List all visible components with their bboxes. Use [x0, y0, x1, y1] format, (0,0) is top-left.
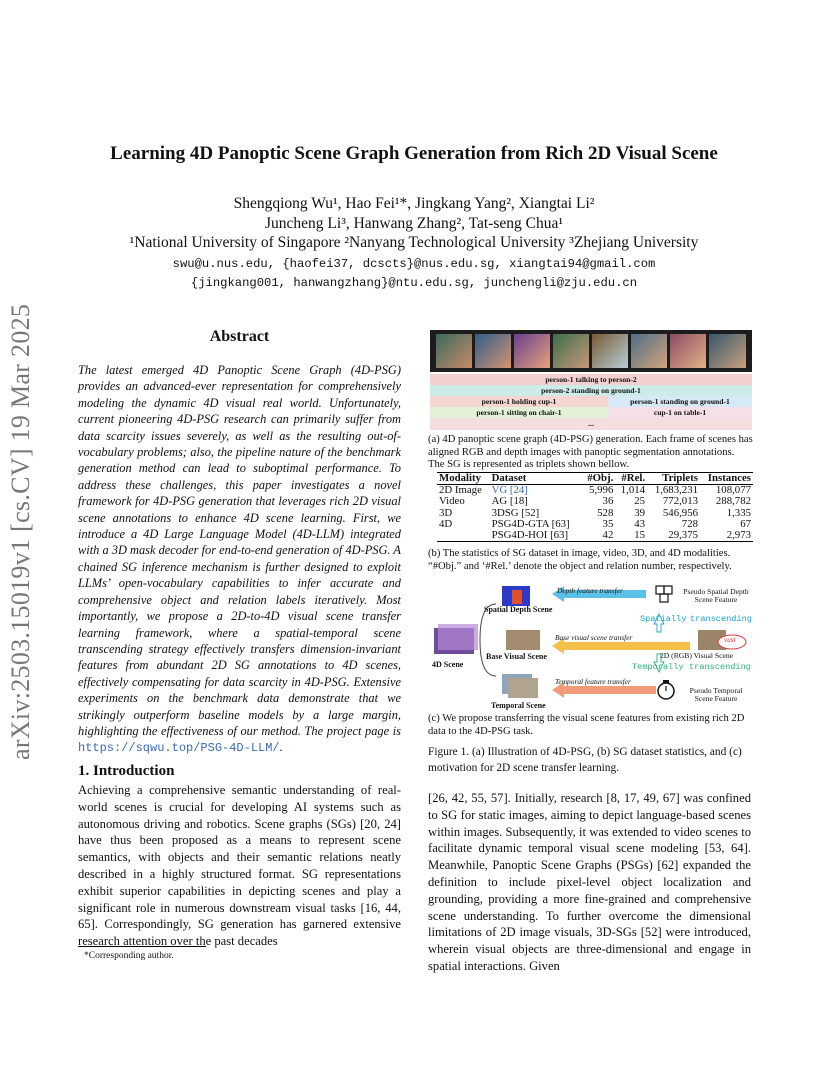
footnote: *Corresponding author.: [84, 951, 174, 961]
base-visual-thumbnail: [506, 630, 540, 650]
cubes-icon: [656, 586, 672, 602]
table-cell: 3D: [439, 506, 453, 519]
table-row: [437, 508, 753, 519]
triplet-row-6: cup-1 on table-1: [608, 407, 752, 419]
pseudo-spatial-label: Pseudo Spatial Depth Scene Feature: [683, 587, 749, 605]
table-header-row: [437, 473, 753, 485]
authors-line-1: Shengqiong Wu¹, Hao Fei¹*, Jingkang Yang², Xiangtai Li²: [233, 195, 595, 212]
table-cell: 4D: [439, 517, 453, 530]
abstract-end: .: [279, 740, 283, 755]
spatially-label: Spatially: [640, 614, 687, 624]
scene-bracket: [480, 604, 496, 676]
intro-left-text: Achieving a comprehensive semantic understanding of real-world scenes is crucial for developing AI systems such as autonomous driving and robotics. Scene graphs (SGs) [20, 24] have thus been proposed as a means to represent scene semantics, with objects and their semantic relations neatly described in a highly structured format. SG representations exhibit superior capabilities in depicting scenes and play a significant role in numerous downstream visual tasks [16, 44, 65]. Correspondingly, SG generation has garnered extensive research attention over the past decades: [78, 783, 401, 949]
spatial-depth-label: Spatial Depth Scene: [484, 605, 553, 614]
table-cell: 2D Image: [439, 484, 482, 497]
emails-line-2: {jingkang001, hanwangzhang}@ntu.edu.sg, junchengli@zju.edu.cn: [190, 276, 638, 290]
table-header: Modality: [437, 473, 490, 485]
authors-line-2: Juncheng Li³, Hanwang Zhang², Tat-seng Chua¹: [265, 215, 563, 232]
arxiv-stamp: arXiv:2503.15019v1 [cs.CV] 19 Mar 2025: [6, 303, 35, 760]
temporally-label: Temporally: [632, 662, 684, 672]
triplet-row-4: person-1 standing on ground-1: [608, 396, 752, 408]
base-visual-label: Base Visual Scene: [486, 652, 547, 661]
table-cell: 772,013: [662, 495, 698, 508]
project-link[interactable]: https://sqwu.top/PSG-4D-LLM/: [78, 741, 280, 756]
abstract-body: [78, 362, 401, 757]
temporal-label: Temporal Scene: [491, 701, 546, 710]
rgb-scene-label: 2D (RGB) Visual Scene: [660, 651, 734, 660]
triplet-row-1: person-1 talking to person-2: [430, 374, 752, 386]
table-cell: PSG4D-GTA [63]: [491, 517, 570, 530]
table-row: [437, 485, 753, 497]
table-cell: 2,973: [700, 530, 753, 542]
table-cell: 35: [602, 517, 614, 530]
temporal-thumbnail-front: [508, 678, 538, 698]
paper-title: Learning 4D Panoptic Scene Graph Generation from Rich 2D Visual Scene: [110, 143, 718, 164]
table-cell: 67: [740, 517, 751, 530]
table-cell: 15: [615, 530, 647, 542]
vast-label: vast: [724, 636, 736, 644]
transcending-label-bottom: transcending: [689, 662, 751, 672]
table-row: [437, 496, 753, 507]
table-header: #Obj.: [582, 473, 616, 485]
table-cell: 1,014: [620, 484, 646, 497]
triplet-row-2: person-2 standing on ground-1: [430, 385, 752, 397]
figure-caption: Figure 1. (a) Illustration of 4D-PSG, (b) SG dataset statistics, and (c) motivation for 2D scene transfer learning.: [428, 746, 742, 774]
table-cell: 36: [602, 495, 614, 508]
abstract-text: The latest emerged 4D Panoptic Scene Graph (4D-PSG) provides an advanced-ever representation for comprehensively modeling the dynamic 4D visual real world. Unfortunately, current pioneering 4D-PSG research can primarily suffer from data scarcity issues severely, as well as the resulting out-of-vocabulary problems; also, the pipeline nature of the benchmark generation method can lead to suboptimal performance. To address these challenges, this paper investigates a novel framework for 4D-PSG generation that leverages rich 2D visual scene annotations to enhance 4D scene learning. First, we introduce a 4D Large Language Model (4D-LLM) integrated with a 3D mask decoder for end-to-end generation of 4D-PSG. A chained SG inference mechanism is further designed to exploit LLMs’ open-vocabulary capabilities to infer accurate and comprehensive object and relation labels iteratively. Most importantly, we propose a 2D-to-4D visual scene transfer learning framework, where a spatial-temporal scene transcending strategy effectively transfers dimension-invariant features from abundant 2D SG annotations to 4D scenes, effectively compensating for data scarcity in 4D-PSG. Extensive experiments on the benchmark data demonstrate that we strikingly outperform baseline models by a large margin, highlighting the effectiveness of our method. The project page is: [78, 363, 401, 738]
table-cell: 39: [634, 506, 646, 519]
temporal-transfer-label: Temporal feature transfer: [555, 677, 631, 686]
spatial-depth-figure: [512, 590, 522, 604]
table-cell: 29,375: [647, 530, 700, 542]
table-cell: 5,996: [589, 484, 614, 497]
triplet-row-5: person-1 sitting on chair-1: [430, 407, 608, 419]
table-cell: 1,683,231: [654, 484, 698, 497]
table-cell: 546,956: [662, 506, 698, 519]
table-cell: 42: [582, 530, 616, 542]
transcending-label-top: transcending: [690, 614, 752, 624]
emails-line-1: swu@u.nus.edu, {haofei37, dcscts}@nus.edu.sg, xiangtai94@gmail.com: [172, 257, 656, 271]
table-cell: 288,782: [715, 495, 751, 508]
scene-4d-thumbnail-back: [438, 624, 478, 650]
table-row: [437, 530, 753, 542]
table-cell: AG [18]: [491, 495, 528, 508]
table-cell: 108,077: [715, 484, 751, 497]
video-frames-strip: [430, 330, 752, 372]
table-cell: 728: [681, 517, 698, 530]
pseudo-temporal-label: Pseudo Temporal Scene Feature: [689, 686, 743, 704]
caption-b: (b) The statistics of SG dataset in image, video, 3D, and 4D modalities. “#Obj.” and ‘#Rel.’ denote the object and relation number, respectively.: [428, 548, 732, 572]
scene-4d-label: 4D Scene: [432, 660, 464, 669]
table-row: [437, 519, 753, 530]
affiliations: ¹National University of Singapore ²Nanyang Technological University ³Zhejiang University: [129, 234, 699, 251]
table-cell: 1,335: [726, 506, 751, 519]
caption-a: (a) 4D panoptic scene graph (4D-PSG) generation. Each frame of scenes has aligned RGB and depth images with panoptic segmentation annotations. The SG is represented as triplets shown bellow.: [428, 434, 753, 471]
intro-right-text: [26, 42, 55, 57]. Initially, research [8, 17, 49, 67] was confined to SG for static images, aiming to depict language-based scenes within images. Subsequently, it was extended to video scenes to facilitate dynamic temporal visual scene modeling [53, 64]. Meanwhile, Panoptic Scene Graphs (PSGs) [62] expanded the definition to include pixel-level object localization and grounding, providing a more fine-grained and comprehensive scene understanding. To further overcome the dimensional limitations of 2D image visuals, 3D-SGs [52] were introduced, wherein visual objects are three-dimensional and engage in spatial interactions. Given: [428, 791, 751, 973]
table-cell: 43: [634, 517, 646, 530]
triplet-row-3: person-1 holding cup-1: [430, 396, 608, 408]
table-header: Triplets: [647, 473, 700, 485]
table-cell: 25: [634, 495, 646, 508]
table-header: Dataset: [490, 473, 582, 485]
base-transfer-label: Base visual scene transfer: [555, 633, 633, 642]
depth-transfer-label: Depth feature transfer: [557, 586, 623, 595]
caption-c: (c) We propose transferring the visual scene features from existing rich 2D data to the 4D-PSG task.: [428, 713, 745, 737]
table-cell: 528: [597, 506, 614, 519]
table-header: Instances: [700, 473, 753, 485]
table-header: #Rel.: [615, 473, 647, 485]
footnote-rule: [78, 946, 206, 947]
table-cell: PSG4D-HOI [63]: [490, 530, 582, 542]
abstract-heading: Abstract: [209, 328, 270, 345]
table-cell: 3DSG [52]: [491, 506, 540, 519]
intro-heading: 1. Introduction: [78, 763, 175, 779]
table-cell: VG [24]: [491, 484, 528, 497]
stopwatch-icon: [658, 680, 674, 699]
table-cell: [437, 530, 490, 542]
triplet-row-7: ...: [430, 418, 752, 430]
stats-table: [437, 472, 753, 542]
table-cell: Video: [439, 495, 465, 508]
